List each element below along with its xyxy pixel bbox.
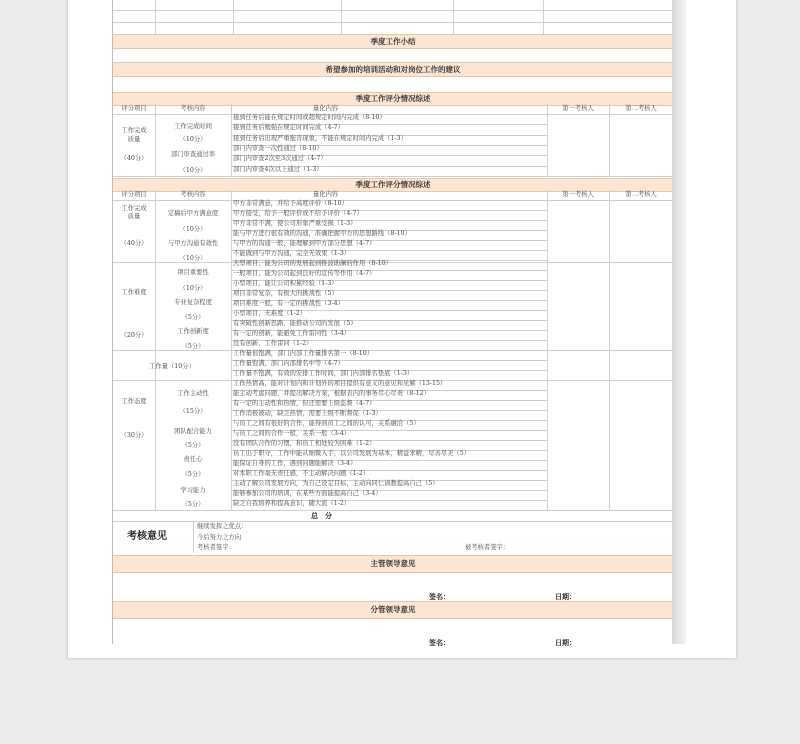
sub-item-score: （5分） [181, 343, 205, 350]
quant-row-text: 部门内审查一次性通过（8-10） [233, 144, 323, 152]
group-label: 工作完成 [121, 205, 147, 212]
rule [231, 176, 547, 177]
quant-row-text: 能主动考虑问题，并提出解决方案，根据表内的事务尽心尽责（8-12） [233, 390, 430, 397]
header-quant: 量化内容 [313, 105, 339, 112]
header-second-assessor: 第二考核人 [625, 105, 657, 112]
quant-row-text: 接到任务后出现严重拖沓现象，不能在规定时间内完成（1-3） [233, 134, 407, 142]
improve-direction-label: 今后努力之方向 [197, 534, 242, 541]
quant-row-text: 没有创新，工作雷同（1-2） [233, 340, 313, 347]
quant-row-text: 能与甲方进行很有效的沟通，准确把握甲方的思想路线（8-10） [233, 230, 411, 237]
group-score: （30分） [120, 432, 148, 439]
quant-row-text: 有一定的创新，能避免工作雷同性（3-4） [233, 330, 351, 337]
group-score: （40分） [120, 155, 148, 162]
sub-item: 部门审查通过率 [170, 151, 216, 158]
rule [155, 0, 156, 34]
supervisor-date-label: 日期： [555, 592, 576, 601]
quant-row-text: 工作量饱满，部门内部排名中等（4-7） [233, 360, 344, 367]
group-score: （40分） [120, 240, 148, 247]
sub-item-score: （10分） [179, 285, 207, 292]
quarterly-summary-band: 季度工作小结 [113, 34, 673, 49]
sub-item-score: （10分） [179, 136, 207, 143]
quant-row-text: 项目难度一般，有一定的挑战性（3-4） [233, 300, 344, 307]
division-sign-label: 签名： [429, 638, 450, 647]
sub-item-score: （10分） [179, 167, 207, 174]
header-content: 考核内容 [180, 105, 206, 112]
quant-row-text: 主动了解公司发展方向，为自己设定目标，主动向同仁请教提高自己（5） [233, 480, 439, 487]
quant-row-text: 能保证自身的工作，遇到问题能解决（3-4） [233, 460, 357, 467]
header-first-assessor: 第一考核人 [562, 105, 594, 112]
supervisor-opinion-band: 主管领导意见 [113, 555, 673, 573]
rule [113, 200, 673, 201]
header-item: 评分项目 [121, 191, 147, 198]
quant-row-text: 大型项目，能为公司的发展起到推波助澜的作用（8-10） [233, 260, 392, 267]
sub-item-score: （10分） [179, 226, 207, 233]
quant-row-text: 不能做到与甲方沟通，完全无效果（1-3） [233, 250, 351, 257]
rule [453, 0, 454, 34]
sub-item: 责任心 [183, 456, 203, 463]
sub-item-score: （5分） [181, 314, 205, 321]
sub-item-score: （10分） [179, 255, 207, 262]
quant-row-text: 小型项目，无难度（1-2） [233, 310, 307, 317]
sub-item: 工作完成时间 [174, 123, 212, 130]
score-summary-band-1: 季度工作评分情况综述 [113, 92, 673, 106]
rule [543, 0, 544, 34]
quant-row-text: 有突破性创新思路，能推动公司的发展（5） [233, 320, 357, 327]
quant-row-text: 一般项目，能为公司起到良好的宣传等作用（4-7） [233, 270, 376, 277]
header-item: 评分项目 [121, 105, 147, 112]
rule [113, 22, 673, 23]
sub-item-score: （5分） [181, 442, 205, 449]
group-label-workload: 工作量（10分） [149, 363, 195, 370]
group-label: 工作难度 [121, 289, 147, 296]
quant-row-text: 小型项目，能让公司积累经验（1-3） [233, 280, 338, 287]
header-content: 考核内容 [180, 191, 206, 198]
sub-item-score: （5分） [181, 501, 205, 508]
rule [193, 521, 194, 553]
header-first-assessor: 第一考核人 [562, 191, 594, 198]
sub-item: 项目重要性 [177, 269, 209, 276]
assessor-sign-label: 考核者签字： [197, 544, 235, 551]
sub-item: 学习能力 [180, 487, 206, 494]
quant-row-text: 缺乏自我培养和提高意识，随大流（1-2） [233, 500, 351, 507]
sub-item: 与甲方沟通有效性 [167, 240, 219, 247]
quant-row-text: 工作消极被动，缺乏热情，需要上级不断督促（1-3） [233, 410, 382, 417]
quant-row-text: 工作热情高，能对计划内和计划外的项目提供有意义的意见和见解（13-15） [233, 380, 447, 387]
quant-row-text: 部门内审查2次至3次通过（4-7） [233, 155, 327, 163]
division-date-label: 日期： [555, 638, 576, 647]
quant-row-text: 甲方非常不满，使公司形象严重受损（1-3） [233, 220, 357, 227]
quant-row-text: 项目非常复杂，有极大的挑战性（5） [233, 290, 338, 297]
header-second-assessor: 第二考核人 [625, 191, 657, 198]
sub-item: 定稿后甲方满意度 [167, 210, 219, 217]
quant-row-text: 与员工之间有很好的合作，能得到员工之间的认可，关系融洽（5） [233, 420, 420, 427]
total-score-label: 总 分 [311, 511, 332, 520]
quant-row-text: 没有团队合作的习惯，和员工相处较为困难（1-2） [233, 440, 376, 447]
quant-row-text: 有一定的主动性和热情，但还需要上级监督（4-7） [233, 400, 376, 407]
sub-item-score: （5分） [181, 471, 205, 478]
quant-row-text: 员工出于职守，工作中能从细微入手，以公司发展为基本，精益求精，尽善尽美（5） [233, 450, 470, 457]
assessee-sign-label: 被考核者签字： [465, 544, 510, 551]
quant-row-text: 接到任务后能在规定时间或超规定时间内完成（8-10） [233, 114, 386, 121]
quant-row-text: 甲方非常满意，并给予高度评价（8-10） [233, 200, 348, 207]
rule [233, 0, 234, 34]
keep-strengths-label: 继续发挥之优点： [197, 523, 248, 530]
rule [113, 521, 673, 522]
sub-item-score: （15分） [179, 408, 207, 415]
training-wish-band: 希望参加的培训活动和对岗位工作的建议 [113, 62, 673, 77]
group-label: 质量 [127, 213, 141, 220]
quant-row-text: 能够参加公司的培训，在某些方面能提高自己（3-4） [233, 490, 382, 497]
quant-row-text: 工作量很饱满，部门内部工作量排名第一（8-10） [233, 350, 374, 357]
quant-row-text: 部门内审查4次以上通过（1-3） [233, 165, 323, 173]
header-quant: 量化内容 [313, 191, 339, 198]
sub-item: 工作主动性 [177, 390, 209, 397]
quant-row-text: 对本职工作毫无责任感，不主动解决问题（1-2） [233, 470, 370, 477]
rule [113, 10, 673, 11]
evaluation-form-sheet [112, 0, 674, 647]
page-edge [672, 0, 686, 644]
rule [231, 510, 547, 511]
assessment-opinion-label: 考核意见 [127, 531, 167, 542]
quant-row-text: 甲方接受，给予一般评价或不给予评价（4-7） [233, 210, 363, 217]
group-label: 质量 [127, 136, 141, 143]
rule [113, 114, 673, 115]
sub-item: 团队配合能力 [174, 428, 212, 435]
quant-row-text: 与员工之间的合作一般，关系一般（3-4） [233, 430, 351, 437]
rule [341, 0, 342, 34]
supervisor-sign-label: 签名： [429, 592, 450, 601]
group-label: 工作完成 [121, 127, 147, 134]
group-label: 工作态度 [121, 398, 147, 405]
group-score: （20分） [120, 332, 148, 339]
sub-item: 工作创新度 [177, 328, 209, 335]
sub-item: 专业复杂程度 [174, 299, 212, 306]
score-summary-band-2: 季度工作评分情况综述 [113, 178, 673, 192]
division-opinion-band: 分管领导意见 [113, 601, 673, 619]
rule [113, 262, 673, 263]
quant-row-text: 工作量不饱满，有效的安排工作时间，部门内部排名垫底（1-3） [233, 370, 414, 377]
quant-row-text: 与甲方的沟通一般，能理解到甲方部分思想（4-7） [233, 240, 376, 247]
quant-row-text: 接到任务后勉强在规定时间完成（4-7） [233, 124, 344, 132]
